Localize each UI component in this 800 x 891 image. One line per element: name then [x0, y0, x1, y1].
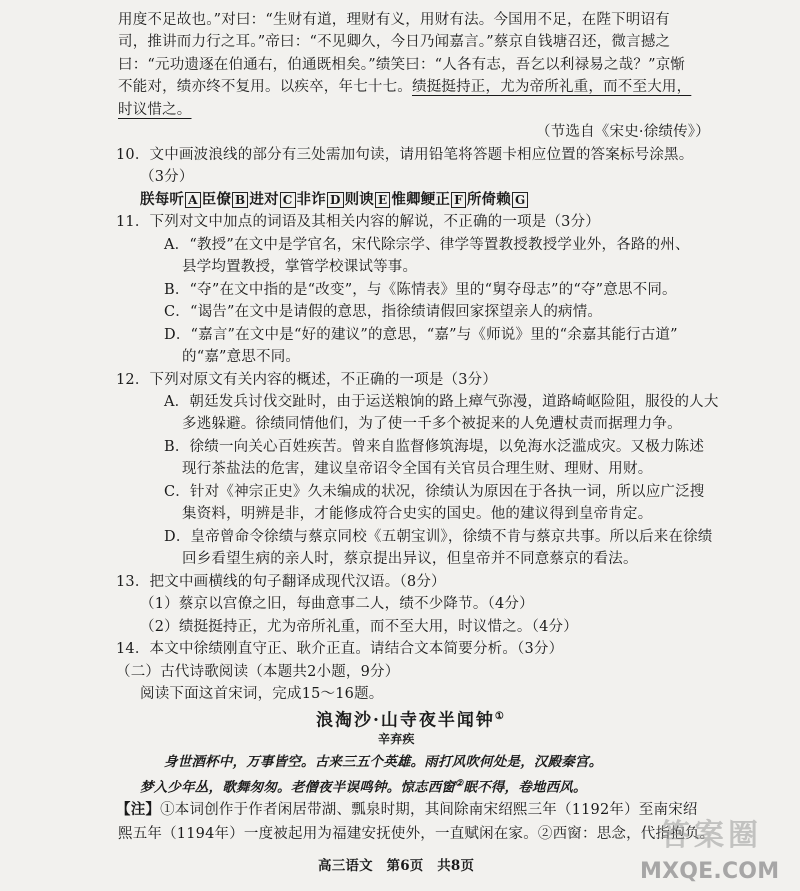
q11-option-c: C．“谒告”在文中是请假的意思，指徐绩请假回家探望亲人的病情。 — [164, 304, 603, 320]
q14-stem: 14．本文中徐绩刚直守正、耿介正直。请结合文本简要分析。（3分） — [116, 641, 564, 657]
q11-option-d-line2: 的“嘉”意思不同。 — [182, 349, 301, 365]
q12-option-b-line2: 现行茶盐法的危害，建议皇帝诏令全国有关官员合理生财、理财、用财。 — [182, 461, 653, 477]
q10-letter-g: G — [512, 192, 528, 208]
q12-option-a-line1: A．朝廷发兵讨伐交趾时，由于运送粮饷的路上瘴气弥漫，道路崎岖险阻，服役的人大 — [164, 394, 719, 410]
passage-line-5 — [118, 100, 192, 120]
passage-line-4 — [118, 77, 691, 97]
passage-underlined-sentence: 绩挺挺持正，尤为帝所礼重，而不至大用， — [412, 79, 692, 95]
q11-option-b: B．“夺”在文中指的是“改变”，与《陈情表》里的“舅夺母志”的“夺”意思不同。 — [164, 282, 677, 298]
q12-option-d-line2: 回乡看望生病的亲人时，蔡京提出异议，但皇帝并不同意蔡京的看法。 — [182, 551, 638, 567]
q11-option-a-line2: 县学均置教授，掌管学校课试等事。 — [182, 259, 418, 275]
q12-option-d-line1: D．皇帝曾命令徐绩与蔡京同校《五朝宝训》，徐绩不肯与蔡京共事。所以后来在徐绩 — [164, 529, 713, 545]
q11-stem: 11．下列对文中加点的词语及其相关内容的解说，不正确的一项是（3分） — [116, 214, 600, 230]
q10-letter-c: C — [280, 192, 296, 208]
passage-line-3: 曰：“元功遗逐在伯通右，伯通既相矣。”绩笑曰：“人各有志，吾乞以利禄易之哉？”京惭 — [118, 57, 686, 73]
q12-option-c-line2: 集资料，明辨是非，才能修成符合史实的国史。他的建议得到皇帝肯定。 — [182, 506, 653, 522]
q10-word-6: 所倚赖 — [466, 191, 511, 208]
passage-underlined-end: 时议惜之。 — [118, 102, 192, 118]
q13-sentence-1: （1）蔡京以宫僚之旧，每曲意事二人，绩不少降节。（4分） — [140, 596, 534, 612]
poem-note-line-2: 熙五年（1194年）一度被起用为福建安抚使外，一直赋闲在家。②西窗：思念，代指抱负。 — [118, 826, 715, 842]
q12-option-b-line1: B．徐绩一向关心百姓疾苦。曾来自监督修筑海堤，以免海水泛滥成灾。又极力陈述 — [164, 439, 705, 455]
q10-word-2: 进对 — [249, 191, 279, 208]
section2-instruction: 阅读下面这首宋词，完成15～16题。 — [140, 686, 384, 702]
q10-opt-pre: 朕每听 — [140, 191, 185, 208]
poem-verse-2 — [140, 774, 587, 798]
q10-word-3: 非诈 — [296, 191, 326, 208]
q13-sentence-2: （2）绩挺挺持正，尤为帝所礼重，而不至大用，时议惜之。（4分） — [140, 619, 578, 635]
q11-option-a-line1: A．“教授”在文中是学官名，宋代除宗学、律学等置教授教授学业外，各路的州、 — [164, 237, 690, 253]
poem-verse-2-note: ② — [455, 779, 464, 789]
q13-stem: 13．把文中画横线的句子翻译成现代汉语。（8分） — [116, 574, 446, 590]
poem-title — [316, 707, 506, 731]
poem-title-note: ① — [494, 711, 506, 722]
passage-source: （节选自《宋史·徐绩传》） — [536, 124, 710, 140]
q10-score: （3分） — [140, 169, 194, 185]
q11-option-d-line1: D．“嘉言”在文中是“好的建议”的意思，“嘉”与《师说》里的“余嘉其能行古道” — [164, 327, 678, 343]
poem-author: 辛弃疾 — [378, 732, 415, 746]
q10-word-5: 惟卿鲠正 — [391, 191, 451, 208]
section2-heading: （二）古代诗歌阅读（本题共2小题，9分） — [116, 664, 400, 680]
passage-line-4-plain: 不能对，绩亦终不复用。以疾卒，年七十七。 — [118, 79, 412, 95]
q10-letter-b: B — [232, 192, 248, 208]
page-footer: 高三语文 第6页 共8页 — [318, 858, 475, 874]
passage-line-2: 司，推讲而力行之耳。”帝曰：“不见卿久，今日乃闻嘉言。”蔡京自钱塘召还，微言撼之 — [118, 34, 671, 50]
poem-note-label: 【注】 — [116, 801, 161, 818]
poem-verse-1: 身世酒杯中，万事皆空。古来三五个英雄。雨打风吹何处是，汉殿秦宫。 — [164, 754, 603, 770]
q10-letter-a: A — [185, 192, 201, 208]
poem-note-line-1 — [116, 800, 698, 820]
q12-option-a-line2: 多逃躲避。徐绩同情他们，为了使一千多个被捉来的人免遭杖责而据理力争。 — [182, 416, 682, 432]
q10-letter-f: F — [451, 192, 466, 208]
poem-title-text: 浪淘沙·山寺夜半闻钟 — [316, 710, 495, 731]
q12-stem: 12．下列对原文有关内容的概述，不正确的一项是（3分） — [116, 372, 498, 388]
q10-stem: 10．文中画波浪线的部分有三处需加句读，请用铅笔将答题卡相应位置的答案标号涂黑。 — [116, 147, 694, 163]
watermark-logo: 答案圈 — [660, 818, 762, 853]
q10-word-1: 臣僚 — [201, 191, 232, 208]
q10-letter-d: D — [327, 192, 344, 208]
q10-letter-e: E — [375, 192, 390, 208]
poem-note-text-1: ①本词创作于作者闲居带湖、瓢泉时期，其间除南宋绍熙三年（1192年）至南宋绍 — [160, 802, 698, 818]
poem-verse-2-end: 眠不得，卷地西风。 — [463, 779, 587, 796]
passage-line-1: 用度不足故也。”对曰：“生财有道，理财有义，用财有法。今国用不足，在陛下明诏有 — [118, 12, 670, 28]
q10-options — [140, 190, 529, 210]
q12-option-c-line1: C．针对《神宗正史》久未编成的状况，徐绩认为原因在于各执一词，所以应广泛搜 — [164, 484, 705, 500]
poem-verse-2-text: 梦入少年丛，歌舞匆匆。老僧夜半误鸣钟。惊志西窗 — [140, 779, 456, 796]
q10-word-4: 则谀 — [344, 191, 374, 208]
watermark-site: MXQE.COM — [640, 859, 780, 884]
